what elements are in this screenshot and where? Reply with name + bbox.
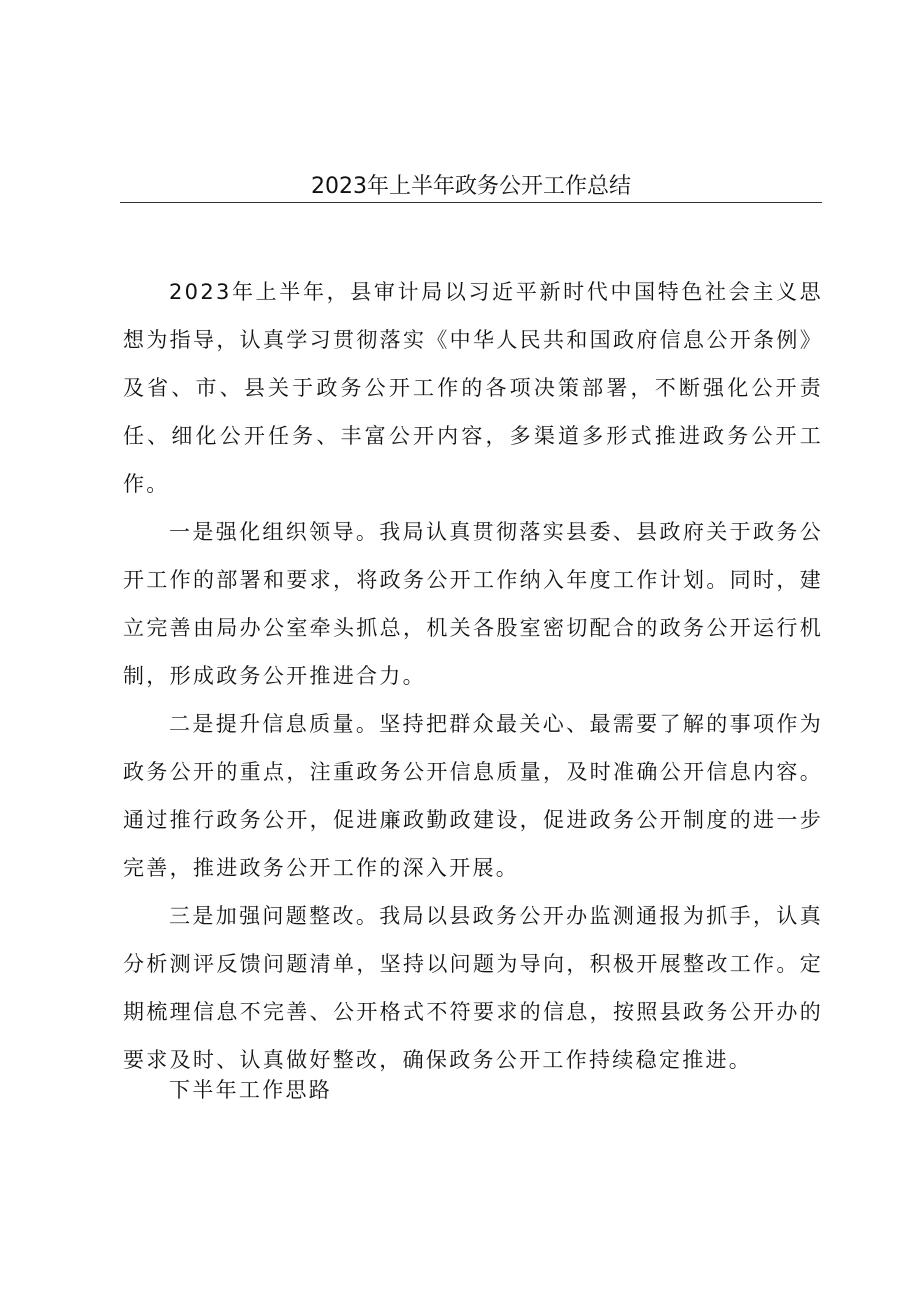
paragraph-quality: 二是提升信息质量。坚持把群众最关心、最需要了解的事项作为政务公开的重点，注重政务公开信息质量，及时准确公开信息内容。通过推行政务公开，促进廉政勤政建设，促进政务公开制度的进一步完善，推进政务公开工作的深入开展。	[123, 712, 823, 880]
title-underline	[120, 202, 822, 203]
paragraph-intro: 2023年上半年，县审计局以习近平新时代中国特色社会主义思想为指导，认真学习贯彻落实《中华人民共和国政府信息公开条例》及省、市、县关于政务公开工作的各项决策部署，不断强化公开责任、细化公开任务、丰富公开内容，多渠道多形式推进政务公开工作。	[123, 280, 823, 496]
paragraph-rectification: 三是加强问题整改。我局以县政务公开办监测通报为抓手，认真分析测评反馈问题清单，坚持以问题为导向，积极开展整改工作。定期梳理信息不完善、公开格式不符要求的信息，按照县政务公开办的要求及时、认真做好整改，确保政务公开工作持续稳定推进。	[123, 904, 823, 1072]
paragraph-organization: 一是强化组织领导。我局认真贯彻落实县委、县政府关于政务公开工作的部署和要求，将政务公开工作纳入年度工作计划。同时，建立完善由局办公室牵头抓总，机关各股室密切配合的政务公开运行机制，形成政务公开推进合力。	[123, 520, 823, 688]
document-title: 2023年上半年政务公开工作总结	[311, 174, 631, 199]
document-body	[123, 268, 823, 1084]
section-heading-second-half: 下半年工作思路	[169, 1078, 333, 1102]
